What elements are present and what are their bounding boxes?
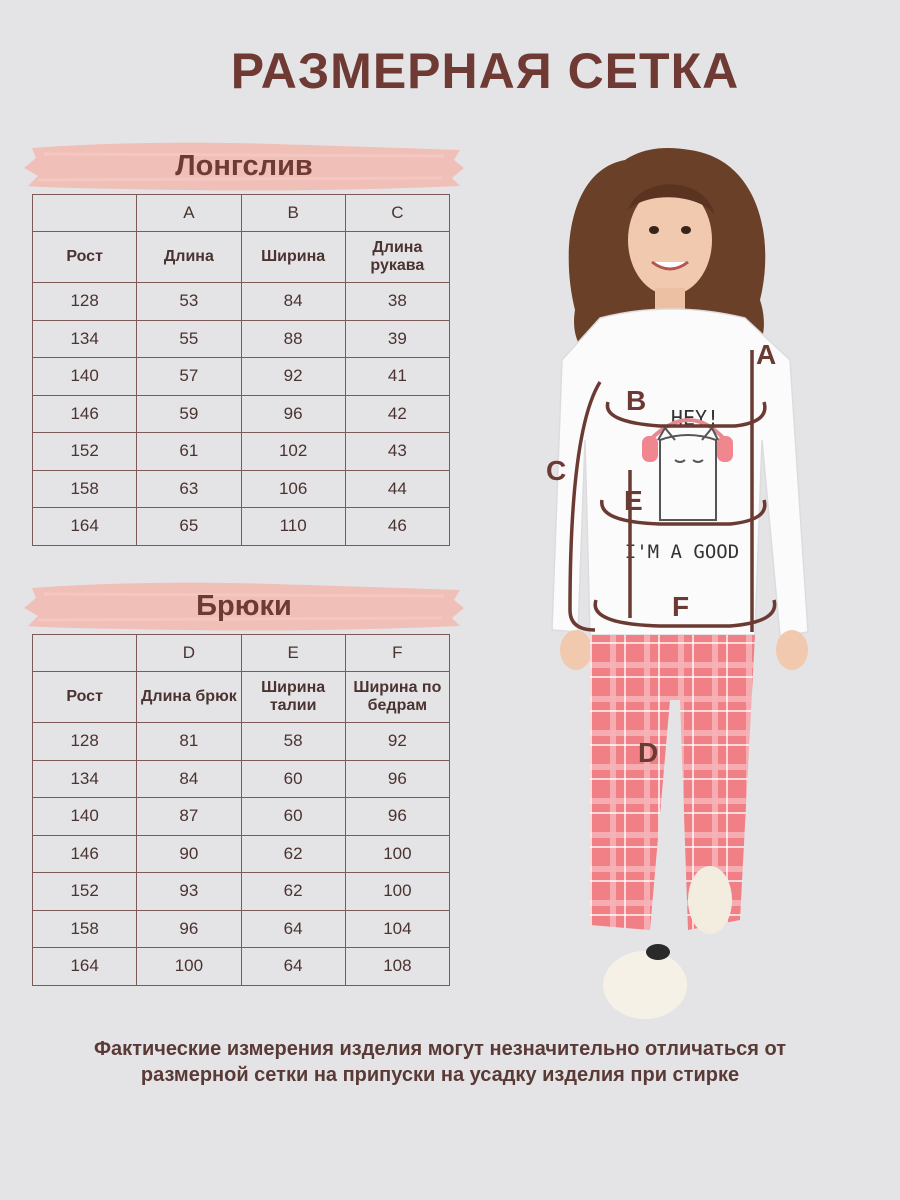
table-row bbox=[33, 798, 450, 836]
table-cell: 84 bbox=[137, 760, 241, 798]
table-cell: 60 bbox=[241, 798, 345, 836]
table-cell: 164 bbox=[33, 948, 137, 986]
header-cell: Ширина по бедрам bbox=[345, 672, 449, 723]
pants-heading-label: Брюки bbox=[196, 590, 292, 622]
table-row bbox=[33, 723, 450, 761]
table-cell: 100 bbox=[137, 948, 241, 986]
header-cell: Длина рукава bbox=[345, 232, 449, 283]
measure-marker-f: F bbox=[672, 591, 690, 622]
letter-cell bbox=[33, 195, 137, 232]
table-cell: 57 bbox=[137, 358, 241, 396]
header-cell: Рост bbox=[33, 232, 137, 283]
model-photo-illustration bbox=[530, 140, 830, 1030]
table-cell: 110 bbox=[241, 508, 345, 546]
table-cell: 104 bbox=[345, 910, 449, 948]
shirt-print-top: HEY! bbox=[670, 406, 720, 430]
table-cell: 62 bbox=[241, 873, 345, 911]
table-cell: 140 bbox=[33, 358, 137, 396]
table-cell: 90 bbox=[137, 835, 241, 873]
disclaimer-note: Фактические измерения изделия могут незначительно отличаться от размерной сетки на припуски на усадку изделия при стирке bbox=[93, 1038, 786, 1086]
table-row bbox=[33, 433, 450, 471]
header-cell: Рост bbox=[33, 672, 137, 723]
table-cell: 96 bbox=[137, 910, 241, 948]
table-cell: 38 bbox=[345, 283, 449, 321]
table-cell: 44 bbox=[345, 470, 449, 508]
table-cell: 164 bbox=[33, 508, 137, 546]
table-cell: 146 bbox=[33, 835, 137, 873]
table-row bbox=[33, 873, 450, 911]
table-letter-row bbox=[33, 195, 450, 232]
table-cell: 96 bbox=[345, 760, 449, 798]
table-cell: 100 bbox=[345, 835, 449, 873]
table-cell: 43 bbox=[345, 433, 449, 471]
table-cell: 60 bbox=[241, 760, 345, 798]
table-cell: 62 bbox=[241, 835, 345, 873]
table-cell: 53 bbox=[137, 283, 241, 321]
table-cell: 92 bbox=[345, 723, 449, 761]
table-cell: 92 bbox=[241, 358, 345, 396]
table-cell: 65 bbox=[137, 508, 241, 546]
table-cell: 88 bbox=[241, 320, 345, 358]
table-cell: 158 bbox=[33, 470, 137, 508]
letter-cell: C bbox=[345, 195, 449, 232]
header-cell: Ширина талии bbox=[241, 672, 345, 723]
table-cell: 87 bbox=[137, 798, 241, 836]
longsleeve-size-table bbox=[32, 194, 450, 546]
table-cell: 134 bbox=[33, 320, 137, 358]
table-row bbox=[33, 470, 450, 508]
header-cell: Длина брюк bbox=[137, 672, 241, 723]
table-row bbox=[33, 358, 450, 396]
table-cell: 134 bbox=[33, 760, 137, 798]
header-cell: Длина bbox=[137, 232, 241, 283]
shirt-print-bottom: I'M A GOOD bbox=[624, 541, 740, 563]
table-row bbox=[33, 835, 450, 873]
table-cell: 102 bbox=[241, 433, 345, 471]
table-row bbox=[33, 910, 450, 948]
table-cell: 58 bbox=[241, 723, 345, 761]
table-cell: 96 bbox=[345, 798, 449, 836]
table-row bbox=[33, 508, 450, 546]
table-cell: 146 bbox=[33, 395, 137, 433]
table-row bbox=[33, 760, 450, 798]
letter-cell: E bbox=[241, 635, 345, 672]
table-row bbox=[33, 948, 450, 986]
measure-marker-c: C bbox=[546, 455, 567, 486]
table-cell: 59 bbox=[137, 395, 241, 433]
pants-heading bbox=[24, 578, 464, 634]
slipper-shape bbox=[603, 951, 687, 1019]
letter-cell: A bbox=[137, 195, 241, 232]
table-cell: 100 bbox=[345, 873, 449, 911]
table-cell: 63 bbox=[137, 470, 241, 508]
table-cell: 81 bbox=[137, 723, 241, 761]
table-cell: 84 bbox=[241, 283, 345, 321]
table-cell: 93 bbox=[137, 873, 241, 911]
table-cell: 64 bbox=[241, 948, 345, 986]
table-cell: 128 bbox=[33, 283, 137, 321]
table-cell: 152 bbox=[33, 873, 137, 911]
page-title: РАЗМЕРНАЯ СЕТКА bbox=[230, 43, 740, 99]
table-cell: 41 bbox=[345, 358, 449, 396]
pants-size-table bbox=[32, 634, 450, 986]
table-cell: 158 bbox=[33, 910, 137, 948]
table-cell: 42 bbox=[345, 395, 449, 433]
table-row bbox=[33, 283, 450, 321]
measure-marker-a: A bbox=[756, 339, 777, 370]
table-cell: 140 bbox=[33, 798, 137, 836]
measure-marker-b: B bbox=[626, 385, 647, 416]
table-cell: 108 bbox=[345, 948, 449, 986]
table-cell: 64 bbox=[241, 910, 345, 948]
table-cell: 46 bbox=[345, 508, 449, 546]
letter-cell bbox=[33, 635, 137, 672]
table-header-row bbox=[33, 232, 450, 283]
longsleeve-heading bbox=[24, 138, 464, 194]
table-cell: 61 bbox=[137, 433, 241, 471]
table-row bbox=[33, 320, 450, 358]
longsleeve-heading-label: Лонгслив bbox=[175, 150, 313, 182]
measure-marker-e: E bbox=[624, 485, 643, 516]
table-cell: 152 bbox=[33, 433, 137, 471]
table-cell: 55 bbox=[137, 320, 241, 358]
table-letter-row bbox=[33, 635, 450, 672]
header-cell: Ширина bbox=[241, 232, 345, 283]
table-cell: 96 bbox=[241, 395, 345, 433]
pants-shape bbox=[590, 635, 755, 930]
table-cell: 39 bbox=[345, 320, 449, 358]
measure-marker-d: D bbox=[638, 737, 659, 768]
letter-cell: B bbox=[241, 195, 345, 232]
table-cell: 106 bbox=[241, 470, 345, 508]
table-row bbox=[33, 395, 450, 433]
letter-cell: D bbox=[137, 635, 241, 672]
letter-cell: F bbox=[345, 635, 449, 672]
table-cell: 128 bbox=[33, 723, 137, 761]
table-header-row bbox=[33, 672, 450, 723]
